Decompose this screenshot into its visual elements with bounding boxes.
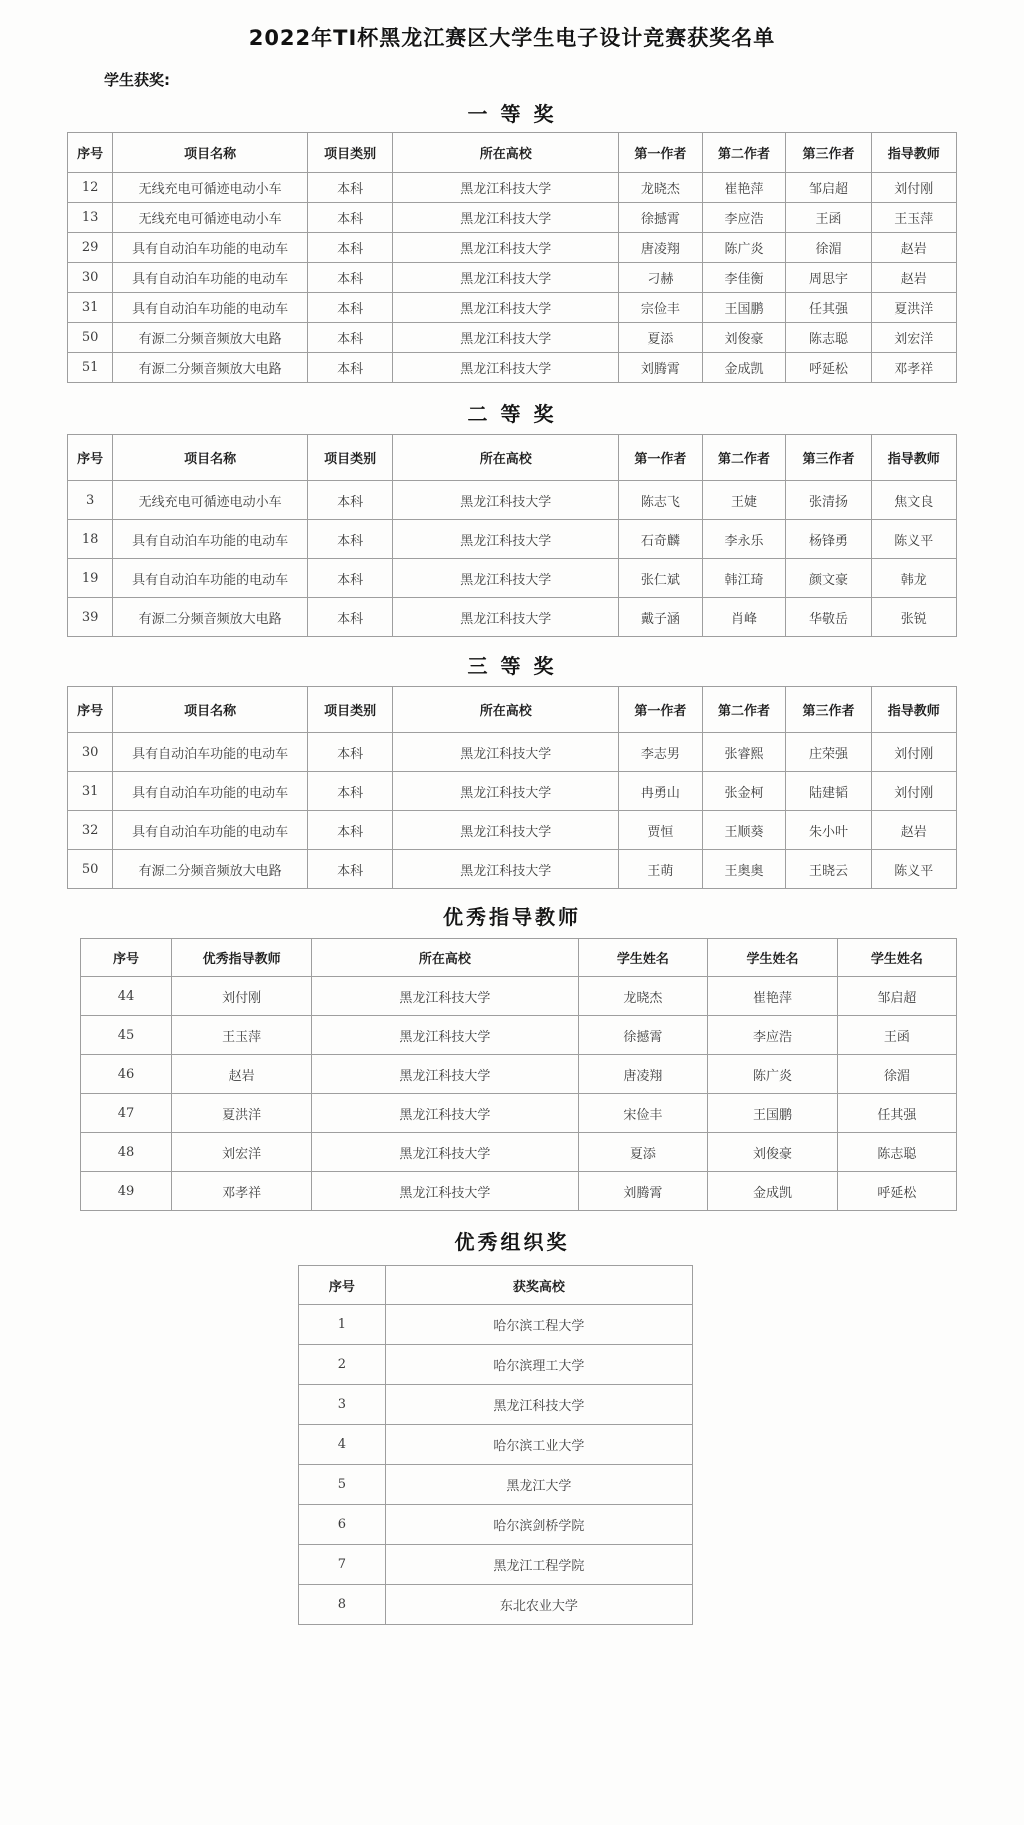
first-prize-cell: 夏添 <box>619 323 703 353</box>
second-prize-cell: 韩江琦 <box>702 559 786 598</box>
first-prize-table <box>67 132 957 383</box>
excellent-advisors-cell: 邓孝祥 <box>172 1172 312 1211</box>
excellent-organization-table-row <box>299 1465 693 1505</box>
first-prize-column-header: 项目类别 <box>308 133 393 173</box>
excellent-organization-cell: 3 <box>299 1385 386 1425</box>
first-prize-cell: 黑龙江科技大学 <box>393 293 619 323</box>
first-prize-column-header: 序号 <box>68 133 113 173</box>
excellent-advisors-cell: 王函 <box>837 1016 956 1055</box>
second-prize-table-row <box>68 598 957 637</box>
third-prize-cell: 本科 <box>308 772 393 811</box>
excellent-advisors-table-row <box>81 1055 957 1094</box>
second-prize-table <box>67 434 957 637</box>
excellent-advisors-cell: 任其强 <box>837 1094 956 1133</box>
third-prize-column-header: 第三作者 <box>786 687 871 733</box>
excellent-organization-cell: 6 <box>299 1505 386 1545</box>
second-prize-cell: 19 <box>68 559 113 598</box>
third-prize-cell: 王顺葵 <box>702 811 786 850</box>
first-prize-table-row <box>68 323 957 353</box>
first-prize-column-header: 第一作者 <box>619 133 703 173</box>
third-prize-table-row <box>68 811 957 850</box>
second-prize-cell: 石奇麟 <box>619 520 703 559</box>
excellent-advisors-cell: 徐撼霄 <box>578 1016 708 1055</box>
second-prize-column-header: 指导教师 <box>871 435 956 481</box>
student-awards-label: 学生获奖: <box>104 71 170 89</box>
excellent-advisors-cell: 刘宏洋 <box>172 1133 312 1172</box>
first-prize-cell: 本科 <box>308 293 393 323</box>
third-prize-column-header: 第一作者 <box>619 687 703 733</box>
excellent-organization-table-row <box>299 1545 693 1585</box>
excellent-organization-cell: 黑龙江科技大学 <box>385 1385 692 1425</box>
third-prize-cell: 具有自动泊车功能的电动车 <box>113 733 308 772</box>
excellent-organization-cell: 哈尔滨剑桥学院 <box>385 1505 692 1545</box>
second-prize-cell: 3 <box>68 481 113 520</box>
excellent-advisors-table-row <box>81 1172 957 1211</box>
first-prize-cell: 本科 <box>308 323 393 353</box>
excellent-advisors-cell: 王玉萍 <box>172 1016 312 1055</box>
first-prize-cell: 黑龙江科技大学 <box>393 263 619 293</box>
excellent-advisors-cell: 46 <box>81 1055 172 1094</box>
third-prize-cell: 庄荣强 <box>786 733 871 772</box>
excellent-organization-cell: 2 <box>299 1345 386 1385</box>
second-prize-header-row <box>68 435 957 481</box>
excellent-organization-cell: 哈尔滨工程大学 <box>385 1305 692 1345</box>
first-prize-cell: 周思宇 <box>786 263 871 293</box>
excellent-advisors-cell: 金成凯 <box>708 1172 838 1211</box>
third-prize-table-row <box>68 733 957 772</box>
first-prize-cell: 本科 <box>308 173 393 203</box>
excellent-advisors-table-row <box>81 1094 957 1133</box>
third-prize-cell: 朱小叶 <box>786 811 871 850</box>
first-prize-column-header: 项目名称 <box>113 133 308 173</box>
first-prize-cell: 具有自动泊车功能的电动车 <box>113 293 308 323</box>
first-prize-cell: 王函 <box>786 203 871 233</box>
excellent-organization-table-row <box>299 1385 693 1425</box>
first-prize-cell: 宗俭丰 <box>619 293 703 323</box>
excellent-advisors-column-header: 学生姓名 <box>837 939 956 977</box>
excellent-advisors-cell: 夏洪洋 <box>172 1094 312 1133</box>
third-prize-cell: 32 <box>68 811 113 850</box>
third-prize-cell: 刘付刚 <box>871 733 956 772</box>
first-prize-cell: 邓孝祥 <box>871 353 956 383</box>
first-prize-cell: 具有自动泊车功能的电动车 <box>113 233 308 263</box>
excellent-advisors-cell: 龙晓杰 <box>578 977 708 1016</box>
second-prize-cell: 18 <box>68 520 113 559</box>
first-prize-cell: 50 <box>68 323 113 353</box>
second-prize-cell: 陈义平 <box>871 520 956 559</box>
excellent-organization-cell: 哈尔滨工业大学 <box>385 1425 692 1465</box>
second-prize-table-row <box>68 481 957 520</box>
second-prize-cell: 颜文豪 <box>786 559 871 598</box>
excellent-advisors-cell: 崔艳萍 <box>708 977 838 1016</box>
excellent-advisors-cell: 49 <box>81 1172 172 1211</box>
excellent-organization-heading: 优秀组织奖 <box>454 1230 570 1254</box>
third-prize-column-header: 第二作者 <box>702 687 786 733</box>
first-prize-cell: 任其强 <box>786 293 871 323</box>
excellent-organization-cell: 哈尔滨理工大学 <box>385 1345 692 1385</box>
first-prize-cell: 无线充电可循迹电动小车 <box>113 173 308 203</box>
excellent-advisors-cell: 陈志聪 <box>837 1133 956 1172</box>
third-prize-cell: 刘付刚 <box>871 772 956 811</box>
third-prize-column-header: 序号 <box>68 687 113 733</box>
excellent-organization-header-row <box>299 1266 693 1305</box>
excellent-organization-column-header: 获奖高校 <box>385 1266 692 1305</box>
page-title: 2022年TI杯黑龙江赛区大学生电子设计竞赛获奖名单 <box>248 26 776 50</box>
excellent-organization-table-row <box>299 1425 693 1465</box>
second-prize-cell: 王婕 <box>702 481 786 520</box>
second-prize-cell: 本科 <box>308 481 393 520</box>
excellent-advisors-cell: 黑龙江科技大学 <box>312 1172 578 1211</box>
excellent-organization-cell: 东北农业大学 <box>385 1585 692 1625</box>
award-sections <box>0 98 1024 1625</box>
excellent-advisors-table-row <box>81 1016 957 1055</box>
third-prize-cell: 黑龙江科技大学 <box>393 811 619 850</box>
excellent-organization-cell: 7 <box>299 1545 386 1585</box>
second-prize-cell: 39 <box>68 598 113 637</box>
third-prize-cell: 黑龙江科技大学 <box>393 772 619 811</box>
excellent-advisors-cell: 徐湄 <box>837 1055 956 1094</box>
excellent-advisors-column-header: 序号 <box>81 939 172 977</box>
excellent-advisors-column-header: 学生姓名 <box>578 939 708 977</box>
first-prize-heading: 一 等 奖 <box>467 102 557 126</box>
excellent-advisors-cell: 王国鹏 <box>708 1094 838 1133</box>
excellent-organization-cell: 黑龙江大学 <box>385 1465 692 1505</box>
third-prize-cell: 赵岩 <box>871 811 956 850</box>
second-prize-cell: 肖峰 <box>702 598 786 637</box>
excellent-advisors-cell: 赵岩 <box>172 1055 312 1094</box>
first-prize-table-row <box>68 233 957 263</box>
third-prize-cell: 张睿熙 <box>702 733 786 772</box>
first-prize-column-header: 指导教师 <box>871 133 956 173</box>
excellent-advisors-cell: 黑龙江科技大学 <box>312 1016 578 1055</box>
first-prize-cell: 12 <box>68 173 113 203</box>
excellent-advisors-header-row <box>81 939 957 977</box>
excellent-organization-table-row <box>299 1505 693 1545</box>
second-prize-column-header: 第一作者 <box>619 435 703 481</box>
excellent-advisors-cell: 陈广炎 <box>708 1055 838 1094</box>
first-prize-cell: 黑龙江科技大学 <box>393 203 619 233</box>
first-prize-cell: 30 <box>68 263 113 293</box>
second-prize-cell: 张仁斌 <box>619 559 703 598</box>
excellent-advisors-cell: 刘付刚 <box>172 977 312 1016</box>
excellent-advisors-column-header: 学生姓名 <box>708 939 838 977</box>
first-prize-cell: 龙晓杰 <box>619 173 703 203</box>
first-prize-cell: 赵岩 <box>871 263 956 293</box>
second-prize-column-header: 所在高校 <box>393 435 619 481</box>
third-prize-cell: 王奥奥 <box>702 850 786 889</box>
first-prize-cell: 13 <box>68 203 113 233</box>
second-prize-cell: 焦文良 <box>871 481 956 520</box>
second-prize-cell: 具有自动泊车功能的电动车 <box>113 559 308 598</box>
first-prize-cell: 刘俊豪 <box>702 323 786 353</box>
second-prize-cell: 黑龙江科技大学 <box>393 598 619 637</box>
second-prize-cell: 本科 <box>308 559 393 598</box>
third-prize-cell: 王萌 <box>619 850 703 889</box>
third-prize-column-header: 指导教师 <box>871 687 956 733</box>
second-prize-column-header: 项目类别 <box>308 435 393 481</box>
second-prize-cell: 黑龙江科技大学 <box>393 481 619 520</box>
second-prize-table-row <box>68 559 957 598</box>
first-prize-table-row <box>68 203 957 233</box>
third-prize-cell: 具有自动泊车功能的电动车 <box>113 811 308 850</box>
third-prize-cell: 50 <box>68 850 113 889</box>
first-prize-column-header: 第二作者 <box>702 133 786 173</box>
third-prize-table-row <box>68 772 957 811</box>
second-prize-cell: 无线充电可循迹电动小车 <box>113 481 308 520</box>
second-prize-cell: 华敬岳 <box>786 598 871 637</box>
excellent-organization-cell: 1 <box>299 1305 386 1345</box>
excellent-organization-table-row <box>299 1585 693 1625</box>
second-prize-cell: 本科 <box>308 520 393 559</box>
excellent-advisors-cell: 刘俊豪 <box>708 1133 838 1172</box>
second-prize-cell: 有源二分频音频放大电路 <box>113 598 308 637</box>
first-prize-cell: 徐撼霄 <box>619 203 703 233</box>
second-prize-cell: 杨锋勇 <box>786 520 871 559</box>
second-prize-cell: 李永乐 <box>702 520 786 559</box>
first-prize-cell: 无线充电可循迹电动小车 <box>113 203 308 233</box>
third-prize-cell: 李志男 <box>619 733 703 772</box>
excellent-advisors-cell: 刘腾霄 <box>578 1172 708 1211</box>
third-prize-column-header: 所在高校 <box>393 687 619 733</box>
excellent-advisors-cell: 47 <box>81 1094 172 1133</box>
first-prize-cell: 本科 <box>308 263 393 293</box>
first-prize-cell: 51 <box>68 353 113 383</box>
first-prize-cell: 邹启超 <box>786 173 871 203</box>
first-prize-cell: 王玉萍 <box>871 203 956 233</box>
excellent-advisors-cell: 夏添 <box>578 1133 708 1172</box>
first-prize-cell: 李应浩 <box>702 203 786 233</box>
first-prize-cell: 黑龙江科技大学 <box>393 173 619 203</box>
first-prize-cell: 崔艳萍 <box>702 173 786 203</box>
second-prize-cell: 黑龙江科技大学 <box>393 520 619 559</box>
first-prize-cell: 陈志聪 <box>786 323 871 353</box>
second-prize-cell: 张锐 <box>871 598 956 637</box>
first-prize-cell: 有源二分频音频放大电路 <box>113 323 308 353</box>
third-prize-heading: 三 等 奖 <box>467 654 557 678</box>
third-prize-cell: 黑龙江科技大学 <box>393 850 619 889</box>
first-prize-cell: 具有自动泊车功能的电动车 <box>113 263 308 293</box>
third-prize-cell: 王晓云 <box>786 850 871 889</box>
first-prize-cell: 31 <box>68 293 113 323</box>
excellent-organization-cell: 8 <box>299 1585 386 1625</box>
third-prize-cell: 有源二分频音频放大电路 <box>113 850 308 889</box>
excellent-organization-table <box>298 1265 693 1625</box>
third-prize-cell: 本科 <box>308 850 393 889</box>
second-prize-cell: 黑龙江科技大学 <box>393 559 619 598</box>
third-prize-cell: 陈义平 <box>871 850 956 889</box>
excellent-advisors-cell: 宋俭丰 <box>578 1094 708 1133</box>
excellent-advisors-column-header: 优秀指导教师 <box>172 939 312 977</box>
first-prize-cell: 黑龙江科技大学 <box>393 323 619 353</box>
second-prize-column-header: 项目名称 <box>113 435 308 481</box>
first-prize-table-row <box>68 293 957 323</box>
first-prize-cell: 本科 <box>308 233 393 263</box>
third-prize-column-header: 项目类别 <box>308 687 393 733</box>
third-prize-cell: 冉勇山 <box>619 772 703 811</box>
third-prize-cell: 本科 <box>308 733 393 772</box>
first-prize-cell: 刁赫 <box>619 263 703 293</box>
excellent-advisors-table-row <box>81 1133 957 1172</box>
first-prize-cell: 本科 <box>308 353 393 383</box>
first-prize-cell: 刘宏洋 <box>871 323 956 353</box>
excellent-advisors-cell: 黑龙江科技大学 <box>312 1094 578 1133</box>
second-prize-cell: 韩龙 <box>871 559 956 598</box>
first-prize-cell: 呼延松 <box>786 353 871 383</box>
first-prize-cell: 徐湄 <box>786 233 871 263</box>
third-prize-header-row <box>68 687 957 733</box>
second-prize-cell: 陈志飞 <box>619 481 703 520</box>
second-prize-cell: 张清扬 <box>786 481 871 520</box>
first-prize-cell: 黑龙江科技大学 <box>393 353 619 383</box>
first-prize-column-header: 所在高校 <box>393 133 619 173</box>
excellent-advisors-column-header: 所在高校 <box>312 939 578 977</box>
third-prize-table <box>67 686 957 889</box>
excellent-advisors-cell: 黑龙江科技大学 <box>312 977 578 1016</box>
first-prize-cell: 本科 <box>308 203 393 233</box>
first-prize-cell: 夏洪洋 <box>871 293 956 323</box>
third-prize-column-header: 项目名称 <box>113 687 308 733</box>
first-prize-table-row <box>68 263 957 293</box>
first-prize-cell: 29 <box>68 233 113 263</box>
third-prize-cell: 张金柯 <box>702 772 786 811</box>
excellent-organization-cell: 4 <box>299 1425 386 1465</box>
first-prize-header-row <box>68 133 957 173</box>
first-prize-cell: 刘付刚 <box>871 173 956 203</box>
second-prize-cell: 本科 <box>308 598 393 637</box>
first-prize-cell: 唐凌翔 <box>619 233 703 263</box>
second-prize-column-header: 第二作者 <box>702 435 786 481</box>
third-prize-table-row <box>68 850 957 889</box>
second-prize-column-header: 第三作者 <box>786 435 871 481</box>
first-prize-table-row <box>68 173 957 203</box>
first-prize-table-row <box>68 353 957 383</box>
excellent-organization-cell: 黑龙江工程学院 <box>385 1545 692 1585</box>
excellent-advisors-cell: 黑龙江科技大学 <box>312 1133 578 1172</box>
first-prize-cell: 王国鹏 <box>702 293 786 323</box>
third-prize-cell: 30 <box>68 733 113 772</box>
second-prize-heading: 二 等 奖 <box>467 402 557 426</box>
excellent-organization-cell: 5 <box>299 1465 386 1505</box>
second-prize-cell: 具有自动泊车功能的电动车 <box>113 520 308 559</box>
excellent-organization-table-row <box>299 1305 693 1345</box>
third-prize-cell: 贾恒 <box>619 811 703 850</box>
third-prize-cell: 31 <box>68 772 113 811</box>
first-prize-cell: 赵岩 <box>871 233 956 263</box>
excellent-advisors-table <box>80 938 957 1211</box>
excellent-advisors-cell: 唐凌翔 <box>578 1055 708 1094</box>
excellent-advisors-cell: 呼延松 <box>837 1172 956 1211</box>
third-prize-cell: 本科 <box>308 811 393 850</box>
second-prize-column-header: 序号 <box>68 435 113 481</box>
second-prize-cell: 戴子涵 <box>619 598 703 637</box>
excellent-advisors-cell: 48 <box>81 1133 172 1172</box>
excellent-advisors-heading: 优秀指导教师 <box>443 905 581 929</box>
third-prize-cell: 具有自动泊车功能的电动车 <box>113 772 308 811</box>
excellent-advisors-cell: 44 <box>81 977 172 1016</box>
excellent-organization-column-header: 序号 <box>299 1266 386 1305</box>
excellent-organization-table-row <box>299 1345 693 1385</box>
excellent-advisors-cell: 黑龙江科技大学 <box>312 1055 578 1094</box>
first-prize-cell: 陈广炎 <box>702 233 786 263</box>
first-prize-cell: 有源二分频音频放大电路 <box>113 353 308 383</box>
first-prize-cell: 黑龙江科技大学 <box>393 233 619 263</box>
second-prize-table-row <box>68 520 957 559</box>
excellent-advisors-cell: 45 <box>81 1016 172 1055</box>
first-prize-cell: 刘腾霄 <box>619 353 703 383</box>
third-prize-cell: 陆建韬 <box>786 772 871 811</box>
third-prize-cell: 黑龙江科技大学 <box>393 733 619 772</box>
first-prize-column-header: 第三作者 <box>786 133 871 173</box>
excellent-advisors-cell: 李应浩 <box>708 1016 838 1055</box>
first-prize-cell: 金成凯 <box>702 353 786 383</box>
first-prize-cell: 李佳衡 <box>702 263 786 293</box>
excellent-advisors-table-row <box>81 977 957 1016</box>
excellent-advisors-cell: 邹启超 <box>837 977 956 1016</box>
